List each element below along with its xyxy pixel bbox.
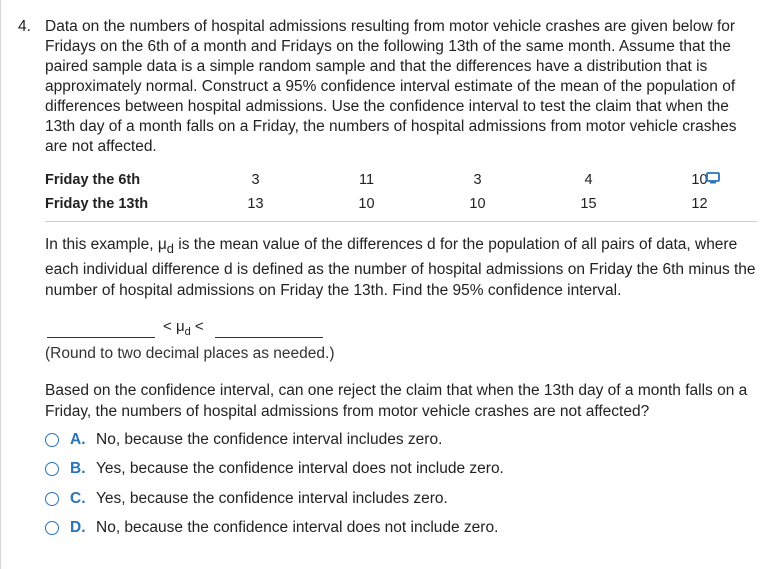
option-text: Yes, because the confidence interval includes zero.	[96, 490, 448, 507]
table-cell: 3	[473, 172, 482, 188]
row-label: Friday the 6th	[45, 172, 141, 188]
table-cell: 3	[251, 172, 260, 188]
option-letter: B.	[70, 460, 86, 477]
table-cell: 4	[584, 172, 593, 188]
radio-button[interactable]	[45, 492, 59, 506]
option-a[interactable]	[45, 429, 442, 451]
upper-bound-input[interactable]	[215, 337, 323, 338]
question-text: Data on the numbers of hospital admissions resulting from motor vehicle crashes are given below for Fridays on the 6th of a month and Fridays on the following 13th of the same month. Assume that the paired sample data is a simple random sample and that the differences have a distribution that is approximately normal. Construct a 95% confidence interval estimate of the mean of the population of differences between hospital admissions. Use the confidence interval to test the claim that when the 13th day of a month falls on a Friday, the numbers of hospital admissions from motor vehicle crashes are not affected.	[45, 18, 737, 155]
copy-table-icon[interactable]	[706, 171, 720, 185]
table-cell: 11	[358, 172, 375, 188]
table-cell: 15	[580, 196, 597, 212]
table-cell: 12	[691, 196, 708, 212]
option-text: No, because the confidence interval does not include zero.	[96, 519, 499, 536]
table-cell: 13	[247, 196, 264, 212]
mu-d-symbol: $\mu_d$	[157, 236, 174, 257]
option-letter: D.	[70, 519, 86, 536]
radio-button[interactable]	[45, 462, 59, 476]
explanation-prefix: In this example,	[45, 236, 158, 253]
data-table	[45, 168, 755, 216]
row-label: Friday the 13th	[45, 196, 149, 212]
table-cell: 10	[691, 172, 708, 188]
option-text: Yes, because the confidence interval does not include zero.	[96, 460, 504, 477]
radio-button[interactable]	[45, 521, 59, 535]
explanation-text	[45, 234, 757, 301]
rounding-note: (Round to two decimal places as needed.)	[45, 345, 335, 362]
table-cell: 10	[469, 196, 486, 212]
question2-text: Based on the confidence interval, can one reject the claim that when the 13th day of a month falls on a Friday, the numbers of hospital admissions from motor vehicle crashes are not affected?	[45, 382, 748, 420]
left-border	[0, 0, 1, 569]
interval-mu: < $\mu_d$ <	[163, 318, 204, 338]
option-letter: C.	[70, 490, 86, 507]
explanation-rest: is the mean value of the differences d for the population of all pairs of data, where each individual difference d is defined as the number of hospital admissions on Friday the 6th minus the number of hospital admissions on Friday the 13th. Find the 95% confidence interval.	[45, 236, 756, 300]
option-d[interactable]	[45, 517, 498, 539]
option-c[interactable]	[45, 488, 448, 510]
question-number: 4.	[18, 18, 31, 35]
option-b[interactable]	[45, 458, 504, 480]
table-row	[45, 168, 755, 192]
table-row	[45, 192, 755, 216]
table-cell: 10	[358, 196, 375, 212]
option-letter: A.	[70, 431, 86, 448]
section-divider	[45, 221, 757, 222]
option-text: No, because the confidence interval includes zero.	[96, 431, 443, 448]
lower-bound-input[interactable]	[47, 337, 155, 338]
radio-button[interactable]	[45, 433, 59, 447]
